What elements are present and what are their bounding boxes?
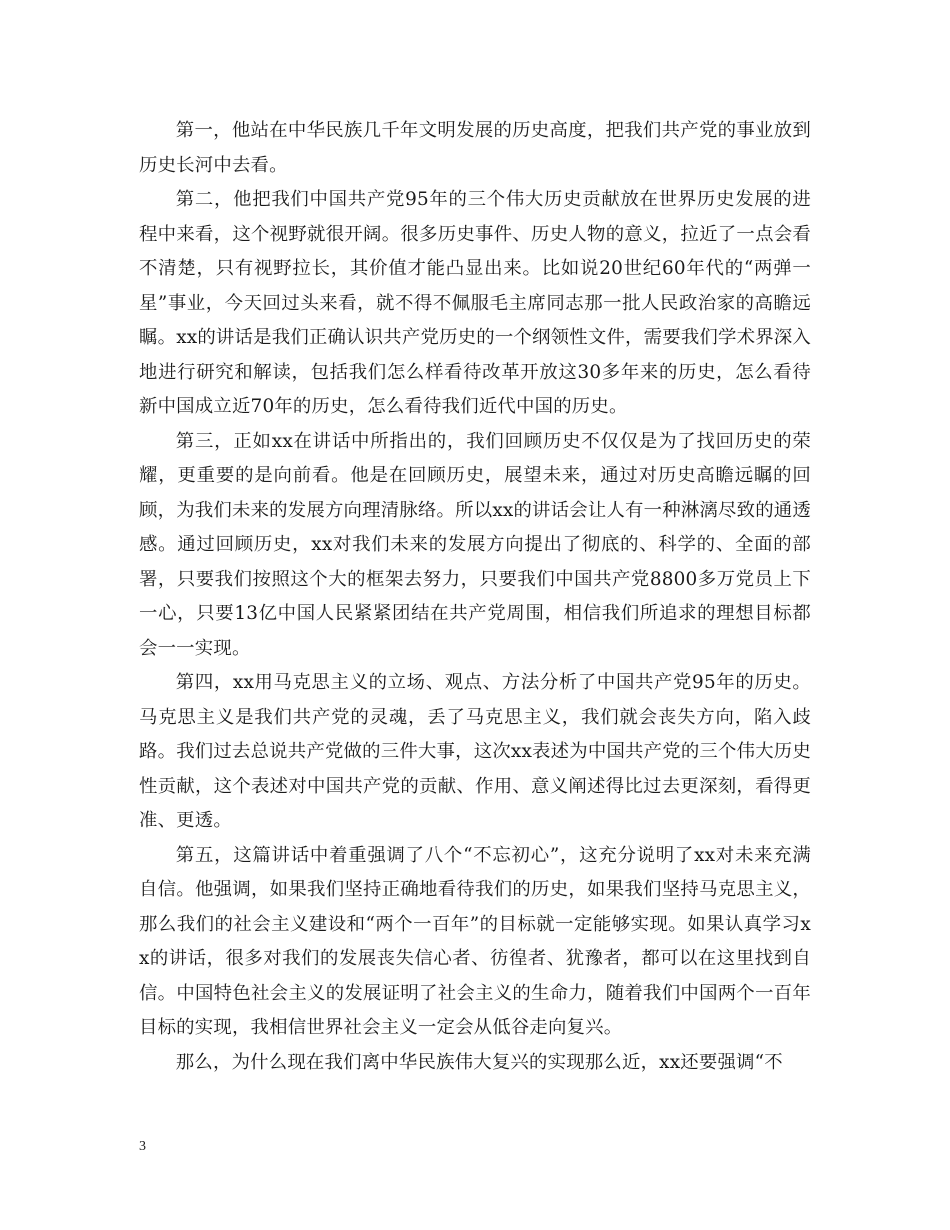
paragraph-1: 第一，他站在中华民族几千年文明发展的历史高度，把我们共产党的事业放到历史长河中去看。 xyxy=(139,120,811,176)
body-text xyxy=(139,114,811,1080)
paragraph-2: 第二，他把我们中国共产党95年的三个伟大历史贡献放在世界历史发展的进程中来看，这个视野就很开阔。很多历史事件、历史人物的意义，拉近了一点会看不清楚，只有视野拉长，其价值才能凸显出来。比如说20世纪60年代的“两弹一星”事业，今天回过头来看，就不得不佩服毛主席同志那一批人民政治家的高瞻远瞩。xx的讲话是我们正确认识共产党历史的一个纲领性文件，需要我们学术界深入地进行研究和解读，包括我们怎么样看待改革开放这30多年来的历史，怎么看待新中国成立近70年的历史，怎么看待我们近代中国的历史。 xyxy=(139,189,811,417)
paragraph-5: 第五，这篇讲话中着重强调了八个“不忘初心”，这充分说明了xx对未来充满自信。他强调，如果我们坚持正确地看待我们的历史，如果我们坚持马克思主义，那么我们的社会主义建设和“两个一百年”的目标就一定能够实现。如果认真学习xx的讲话，很多对我们的发展丧失信心者、彷徨者、犹豫者，都可以在这里找到自信。中国特色社会主义的发展证明了社会主义的生命力，随着我们中国两个一百年目标的实现，我相信世界社会主义一定会从低谷走向复兴。 xyxy=(139,844,811,1038)
paragraph-3: 第三，正如xx在讲话中所指出的，我们回顾历史不仅仅是为了找回历史的荣耀，更重要的是向前看。他是在回顾历史，展望未来，通过对历史高瞻远瞩的回顾，为我们未来的发展方向理清脉络。所以xx的讲话会让人有一种淋漓尽致的通透感。通过回顾历史，xx对我们未来的发展方向提出了彻底的、科学的、全面的部署，只要我们按照这个大的框架去努力，只要我们中国共产党8800多万党员上下一心，只要13亿中国人民紧紧团结在共产党周围，相信我们所追求的理想目标都会一一实现。 xyxy=(139,430,811,659)
paragraph-6: 那么，为什么现在我们离中华民族伟大复兴的实现那么近，xx还要强调“不 xyxy=(175,1051,783,1073)
paragraph-4: 第四，xx用马克思主义的立场、观点、方法分析了中国共产党95年的历史。马克思主义是我们共产党的灵魂，丢了马克思主义，我们就会丧失方向，陷入歧路。我们过去总说共产党做的三件大事，这次xx表述为中国共产党的三个伟大历史性贡献，这个表述对中国共产党的贡献、作用、意义阐述得比过去更深刻，看得更准、更透。 xyxy=(139,672,811,831)
page-number: 3 xyxy=(139,1139,146,1154)
